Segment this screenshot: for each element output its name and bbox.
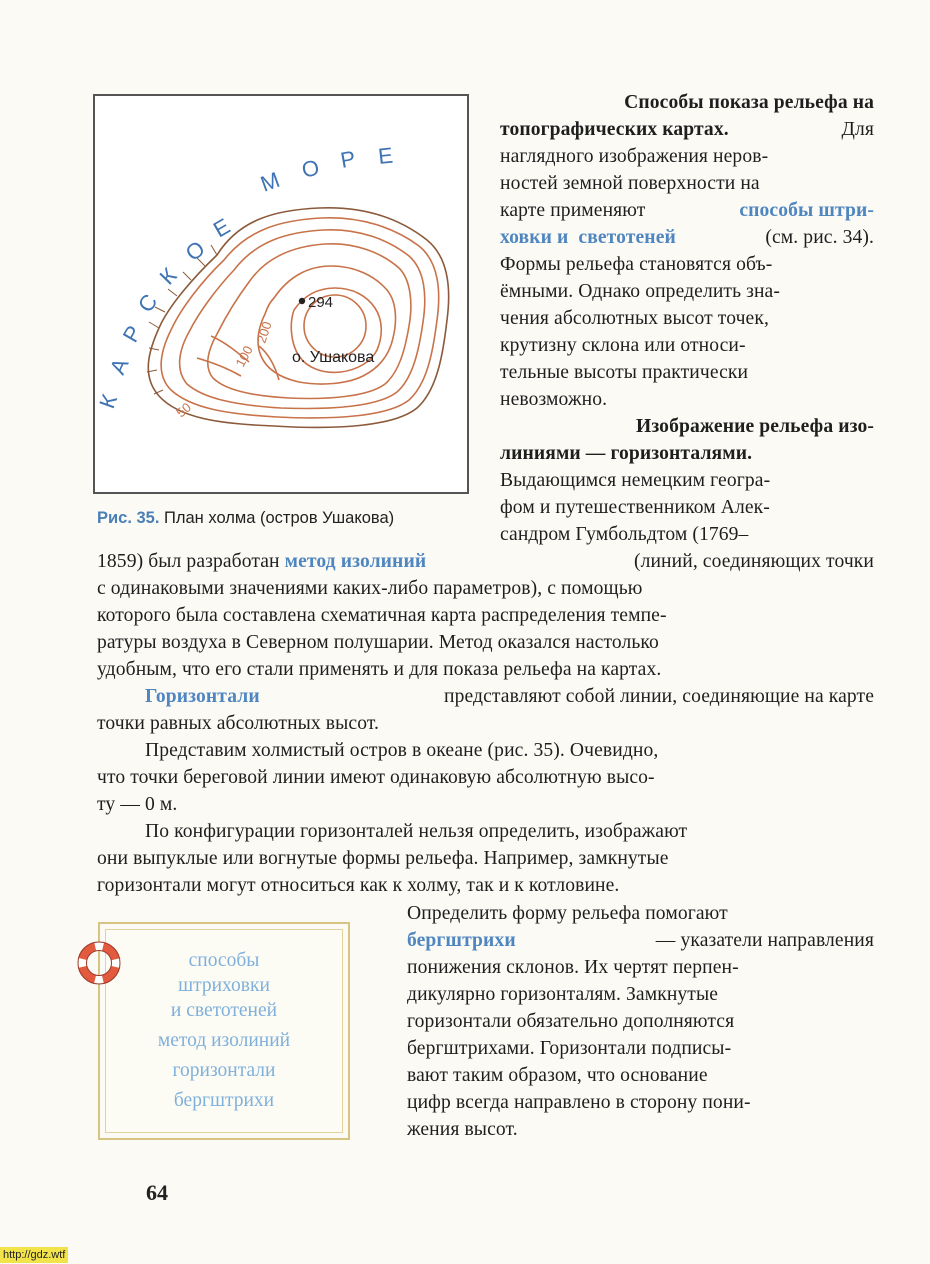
text-line: Выдающимся немецким геогра- — [500, 470, 771, 491]
text-line: линиями — горизонталями. — [500, 443, 753, 464]
sea-letter-9: О — [299, 154, 322, 183]
watermark-link[interactable]: http://gdz.wtf — [0, 1247, 68, 1263]
summit-height-label: 294 — [308, 294, 334, 311]
text-line: точки равных абсолютных высот. — [97, 713, 380, 734]
text-line: что точки береговой линии имеют одинаковую абсолютную высо- — [97, 767, 655, 788]
text-line: тельные высоты практически — [500, 362, 749, 383]
sea-letter-10: Р — [338, 145, 358, 173]
text-line: карте применяют способы штри- — [500, 197, 874, 224]
text-line: чения абсолютных высот точек, — [500, 308, 769, 329]
text-line: горизонтали обязательно дополняются — [407, 1011, 735, 1032]
text-line: невозможно. — [500, 389, 608, 410]
figure-35-map — [93, 94, 469, 494]
sea-letter-4: С — [132, 289, 163, 317]
text-line: Определить форму рельефа помогают — [407, 903, 728, 924]
text-line: горизонтали могут относиться как к холму, так и к котловине. — [97, 875, 620, 896]
text-line: 1859) был разработан метод изолиний (линий, соединяющих точки — [97, 551, 874, 572]
text-line: они выпуклые или вогнутые формы рельефа. Например, замкнутые — [97, 848, 669, 869]
text-line: ёмными. Однако определить зна- — [500, 281, 780, 302]
text-line: Горизонтали представляют собой линии, соединяющие на карте — [145, 683, 874, 710]
section-heading-relief-methods: Способы показа рельефа на — [624, 92, 874, 113]
lifebuoy-icon — [78, 942, 120, 984]
sea-letter-6: О — [180, 235, 210, 266]
text-line: сандром Гумбольдтом (1769– — [500, 524, 749, 545]
section-heading-isolines: Изображение рельефа изо- — [635, 416, 874, 437]
figure-number: Рис. 35. — [97, 509, 160, 527]
contour-label-50: 50 — [173, 399, 195, 421]
text-line: По конфигурации горизонталей нельзя определить, изображают — [145, 821, 688, 842]
text-line: Формы рельефа становятся объ- — [500, 254, 773, 275]
island-contour-map — [94, 100, 467, 492]
text-line: цифр всегда направлено в сторону пони- — [407, 1092, 751, 1113]
sea-letter-2: А — [104, 354, 134, 379]
sea-letter-5: К — [154, 262, 182, 290]
text-line: дикулярно горизонталям. Замкнутые — [407, 984, 719, 1005]
term-contour-lines: Горизонтали — [145, 686, 260, 707]
term-shading: ховки и светотеней — [500, 227, 676, 248]
figure-title: План холма (остров Ушакова) — [159, 509, 395, 527]
text-line — [500, 89, 874, 116]
text-line: фом и путешественником Алек- — [500, 497, 770, 518]
text-line: жения высот. — [407, 1119, 518, 1140]
text-line: с одинаковыми значениями каких-либо параметров), с помощью — [97, 578, 643, 599]
text-line: которого была составлена схематичная карта распределения темпе- — [97, 605, 667, 626]
keyword-item: бергштрихи — [173, 1090, 275, 1111]
figure-caption — [97, 509, 394, 528]
island-name-label: о. Ушакова — [292, 349, 375, 366]
term-bergstrich: бергштрихи — [407, 930, 516, 951]
contour-label-100: 100 — [232, 343, 256, 370]
text-line: Представим холмистый остров в океане (рис. 35). Очевидно, — [145, 740, 659, 761]
text-line: топографических картах. Для — [500, 119, 874, 140]
text-line: ту — 0 м. — [97, 794, 178, 815]
keyword-item: штриховки — [178, 975, 270, 996]
text-line: понижения склонов. Их чертят перпен- — [407, 957, 739, 978]
keyword-item: горизонтали — [172, 1060, 276, 1081]
sea-letter-8: М — [257, 166, 283, 197]
sea-letter-3: Р — [117, 321, 147, 347]
keywords-box — [98, 922, 350, 1140]
text-line: удобным, что его стали применять и для показа рельефа на картах. — [97, 659, 662, 680]
sea-letter-11: Е — [376, 142, 395, 169]
keyword-item: способы — [188, 950, 260, 971]
text-line: ратуры воздуха в Северном полушарии. Метод оказался настолько — [97, 632, 659, 653]
text-line: бергштрихами. Горизонтали подписы- — [407, 1038, 732, 1059]
text-line — [500, 413, 874, 440]
sea-letter-1: К — [94, 391, 123, 412]
text-line: вают таким образом, что основание — [407, 1065, 708, 1086]
contour-label-200: 200 — [253, 319, 275, 345]
page-number: 64 — [146, 1180, 168, 1205]
keyword-item: и светотеней — [170, 1000, 278, 1021]
keyword-item: метод изолиний — [157, 1030, 291, 1051]
summit-point — [299, 298, 305, 304]
sea-letter-7: Е — [209, 213, 235, 243]
text-line: ховки и светотеней (см. рис. 34). — [500, 224, 874, 251]
text-line: крутизну склона или относи- — [500, 335, 746, 356]
text-line: наглядного изображения неров- — [500, 146, 769, 167]
text-line: ностей земной поверхности на — [500, 173, 760, 194]
term-hatching: способы штри- — [739, 200, 874, 221]
term-isoline-method: метод изолиний — [284, 551, 427, 572]
text-line: бергштрихи — указатели направления — [407, 927, 874, 954]
